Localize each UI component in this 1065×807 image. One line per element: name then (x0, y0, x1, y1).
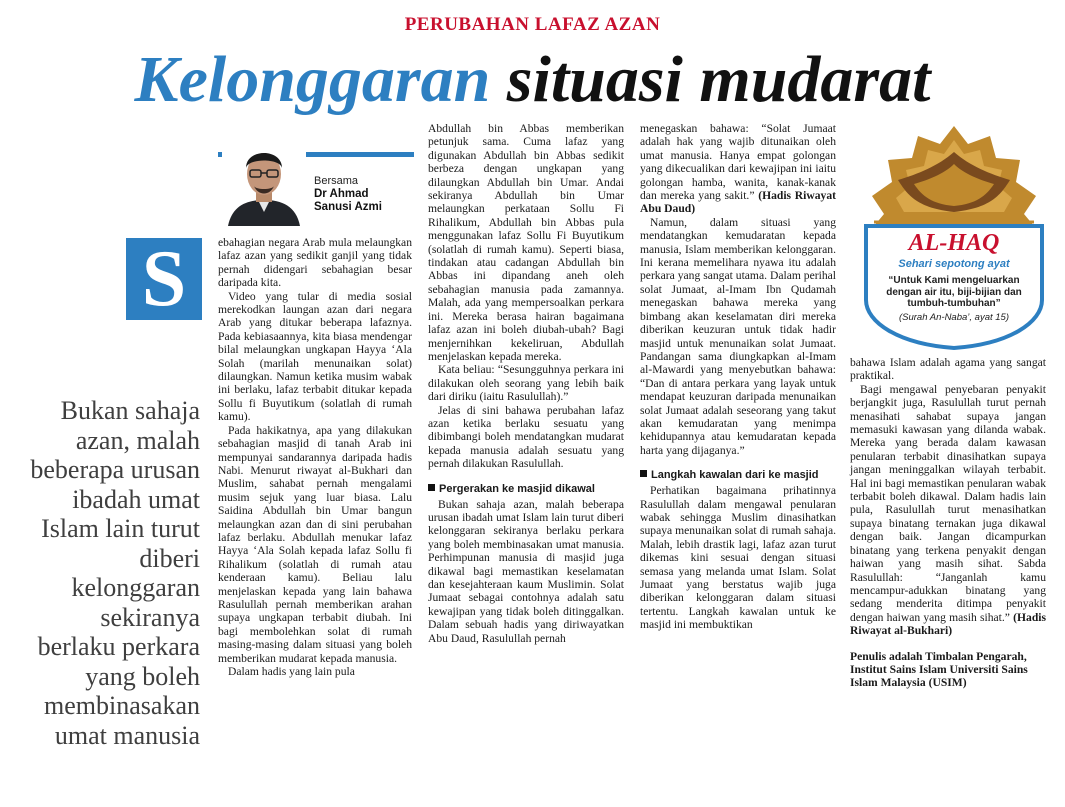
paragraph: Perhatikan bagaimana prihatinnya Rasulullah dalam mengawal penularan wabak sehingga Muslim dinasihatkan supaya menunaikan solat di rumah sahaja. Malah, lebih drastik lagi, lafaz azan turut dikemas kini sesuai dengan situasi semasa yang melanda umat Islam. Solat Jumaat yang berstatus wajib juga diberikan kelonggaran dalam situasi tertentu. Langkah kawalan untuk ke masjid ini membuktikan (640, 484, 836, 632)
paragraph: ebahagian negara Arab mula melaungkan lafaz azan yang sedikit ganjil yang tidak pernah didengari sebahagian besar daripada kita. (218, 236, 412, 290)
author-photo (222, 130, 306, 226)
sidebar-quote: “Untuk Kami mengeluarkan dengan air itu, biji-bijian dan tumbuh-tumbuhan” (886, 275, 1022, 309)
al-haq-sidebar (860, 122, 1048, 350)
author-footer-text: Penulis adalah Timbalan Pengarah, Institut Sains Islam Universiti Sains Islam Malaysia (USIM) (850, 649, 1028, 690)
subheading (640, 469, 836, 482)
article-column-4 (850, 356, 1046, 690)
square-bullet-icon (428, 484, 435, 491)
headline-black-part: situasi mudarat (506, 43, 931, 116)
paragraph: Bukan sahaja azan, malah beberapa urusan ibadah umat Islam lain turut diberi kelonggaran sekiranya berlaku perkara yang boleh membinasakan umat manusia. Perhimpunan manusia di masjid juga dikawal bagi memastikan keselamatan dan kesejahteraan kaum Muslimin. Solat Jumaat sebagai contohnya adalah satu kewajipan yang tidak boleh ditinggalkan. Dalam sebuah hadis yang diriwayatkan Abu Daud, Rasulullah pernah (428, 497, 624, 645)
paragraph (640, 122, 836, 216)
sidebar-source: (Surah An-Naba’, ayat 15) (898, 312, 1009, 323)
article-column-2 (428, 122, 624, 645)
author-name-line2: Sanusi Azmi (314, 201, 382, 213)
paragraph: Dalam hadis yang lain pula (228, 665, 355, 678)
paragraph: Pada hakikatnya, apa yang dilakukan sebahagian masjid di tanah Arab ini mempunyai sandarannya daripada hadis Nabi. Menurut riwayat al-Bukhari dan Muslim, sahabat pernah mengalami musim sejuk yang luar biasa. Lalu Saidina Abdullah bin Umar bangun melaungkan azan dan di sini perubahan lafaz berlaku. Abdullah menukar lafaz Hayya ‘Ala Solah kepada lafaz Sollu fi Rihalikum (solatlah di rumah atau kenderaan kamu). Beliau lalu menjelaskan kepada yang lain bahawa Rasulullah pernah memberikan arahan supaya ungkapan terbabit diubah. Ini bagi membolehkan solat di rumah masing-masing dalam situasi yang boleh memberikan mudarat kepada manusia. (218, 423, 412, 665)
section-kicker: PERUBAHAN LAFAZ AZAN (404, 14, 661, 35)
subheading-text: Langkah kawalan dari ke masjid (651, 469, 819, 482)
headline (0, 40, 1065, 120)
citation: (Hadis Riwayat Abu Daud) (640, 189, 836, 216)
paragraph (850, 383, 1046, 638)
sidebar-subtitle: Sehari sepotong ayat (898, 258, 1010, 270)
paragraph: Video yang tular di media sosial merekodkan laungan azan dari negara Arab yang ditukar beberapa lafaznya. Pada kebiasaannya, kita biasa mendengar bilal melaungkan ungkapan Hayya ‘Ala Solah (marilah menunaikan solat) dilaungkan. Namun ketika musim wabak ini berlaku, lafaz terbabit ditukar kepada Sollu fi Buyutikum (solatlah di rumah kamu). (218, 289, 412, 424)
sidebar-title: AL-HAQ (908, 230, 1000, 256)
subheading (428, 483, 624, 496)
citation: (Hadis Riwayat al-Bukhari) (850, 610, 1046, 638)
headline-blue-part: Kelonggaran (134, 43, 491, 116)
author-box (218, 130, 414, 226)
paragraph: Jelas di sini bahawa perubahan lafaz azan ketika berlaku sesuatu yang dibimbangi boleh mendatangkan mudarat kepada manusia adalah sesuatu yang pernah dilakukan Rasulullah. (428, 403, 624, 471)
article-column-3 (640, 122, 836, 632)
dropcap: S (126, 238, 202, 320)
subheading-text: Pergerakan ke masjid dikawal (439, 482, 595, 495)
paragraph: Namun, dalam situasi yang mendatangkan kemudaratan kepada manusia, Islam memberikan kelonggaran. Ini kerana memelihara nyawa itu adalah perkara yang sangat utama. Dalam perihal solat Jumaat, al-Imam Ibn Qudamah menegaskan bahawa mereka yang bimbang akan keselamatan diri mereka diberikan keuzuran untuk tidak hadir masjid untuk menunaikan solat Jumaat. Pandangan sama diungkapkan al-Imam al-Mawardi yang menyebutkan bahawa: “Dan di antara perkara yang layak untuk mendapat keuzuran daripada menunaikan solat Jumaat adalah seseorang yang takut akan kemudaratan yang menimpa kehidupannya atau kemudaratan kepada harta yang dijaganya.” (640, 215, 836, 457)
author-name (314, 188, 382, 214)
pullquote: Bukan sahaja azan, malah beberapa urusan ibadah umat Islam lain turut diberi kelonggaran sekiranya berlaku perkara yang boleh membinasakan umat manusia (30, 396, 200, 750)
paragraph-text: Bagi mengawal penyebaran penyakit berjangkit juga, Rasulullah turut pernah menasihati sahabat supaya jangan memasuki kawasan yang dilanda wabak. Mereka yang berada dalam kawasan penularan terbabit dinasihatkan supaya jangan meninggalkan wilayah terbabit. Hal ini bagi memastikan penularan wabak terbabit boleh dikawal. Dalam hadis lain pula, Rasulullah turut menasihatkan supaya binatang ternakan juga dikawal dengan baik. Jangan dicampurkan binatang yang terkena penyakit dengan haiwan yang masih sihat. Sabda Rasulullah: “Janganlah kamu mencampur-adukkan binatang yang sedang menderita ditimpa penyakit dengan haiwan yang masih sihat.” (850, 382, 1046, 624)
author-name-line1: Dr Ahmad (314, 188, 369, 200)
article-column-1 (218, 236, 412, 678)
paragraph: Kata beliau: “Sesungguhnya perkara ini dilakukan oleh seorang yang lebih baik dari diriku (iaitu Rasulullah).” (428, 363, 624, 404)
square-bullet-icon (640, 470, 647, 477)
author-by: Bersama (314, 175, 359, 187)
paragraph: Abdullah bin Abbas memberikan petunjuk sama. Cuma lafaz yang digunakan Abdullah bin Abbas sedikit berbeza dengan ungkapan yang dilaungkan Abdullah bin Umar. Andai sekiranya Abdullah bin Umar melaungkan perkataan Sollu Fi Rihalikum, Abdullah bin Abbas pula menggunakan lafaz Sollu Fi Buyutikum (solatlah di rumah kamu). Seperti biasa, tindakan atau cadangan Abdullah bin Abbas ini dipandang aneh oleh sebahagian manusia pada zamannya. Malah, ada yang mempersoalkan perkara ini. Mereka berasa hairan bagaimana lafaz azan ini boleh diubah-ubah? Bagi menjernihkan kekeliruan, Abdullah menjelaskan kepada mereka. (428, 122, 624, 363)
author-footer (850, 650, 1046, 690)
paragraph-text: menegaskan bahawa: “Solat Jumaat adalah hak yang wajib ditunaikan oleh umat manusia. Hanya empat golongan yang dikecualikan dari kewajipan ini iaitu golongan hamba, wanita, kanak-kanak dan mereka yang sakit.” (640, 122, 836, 203)
paragraph: bahawa Islam adalah agama yang sangat praktikal. (850, 356, 1046, 383)
